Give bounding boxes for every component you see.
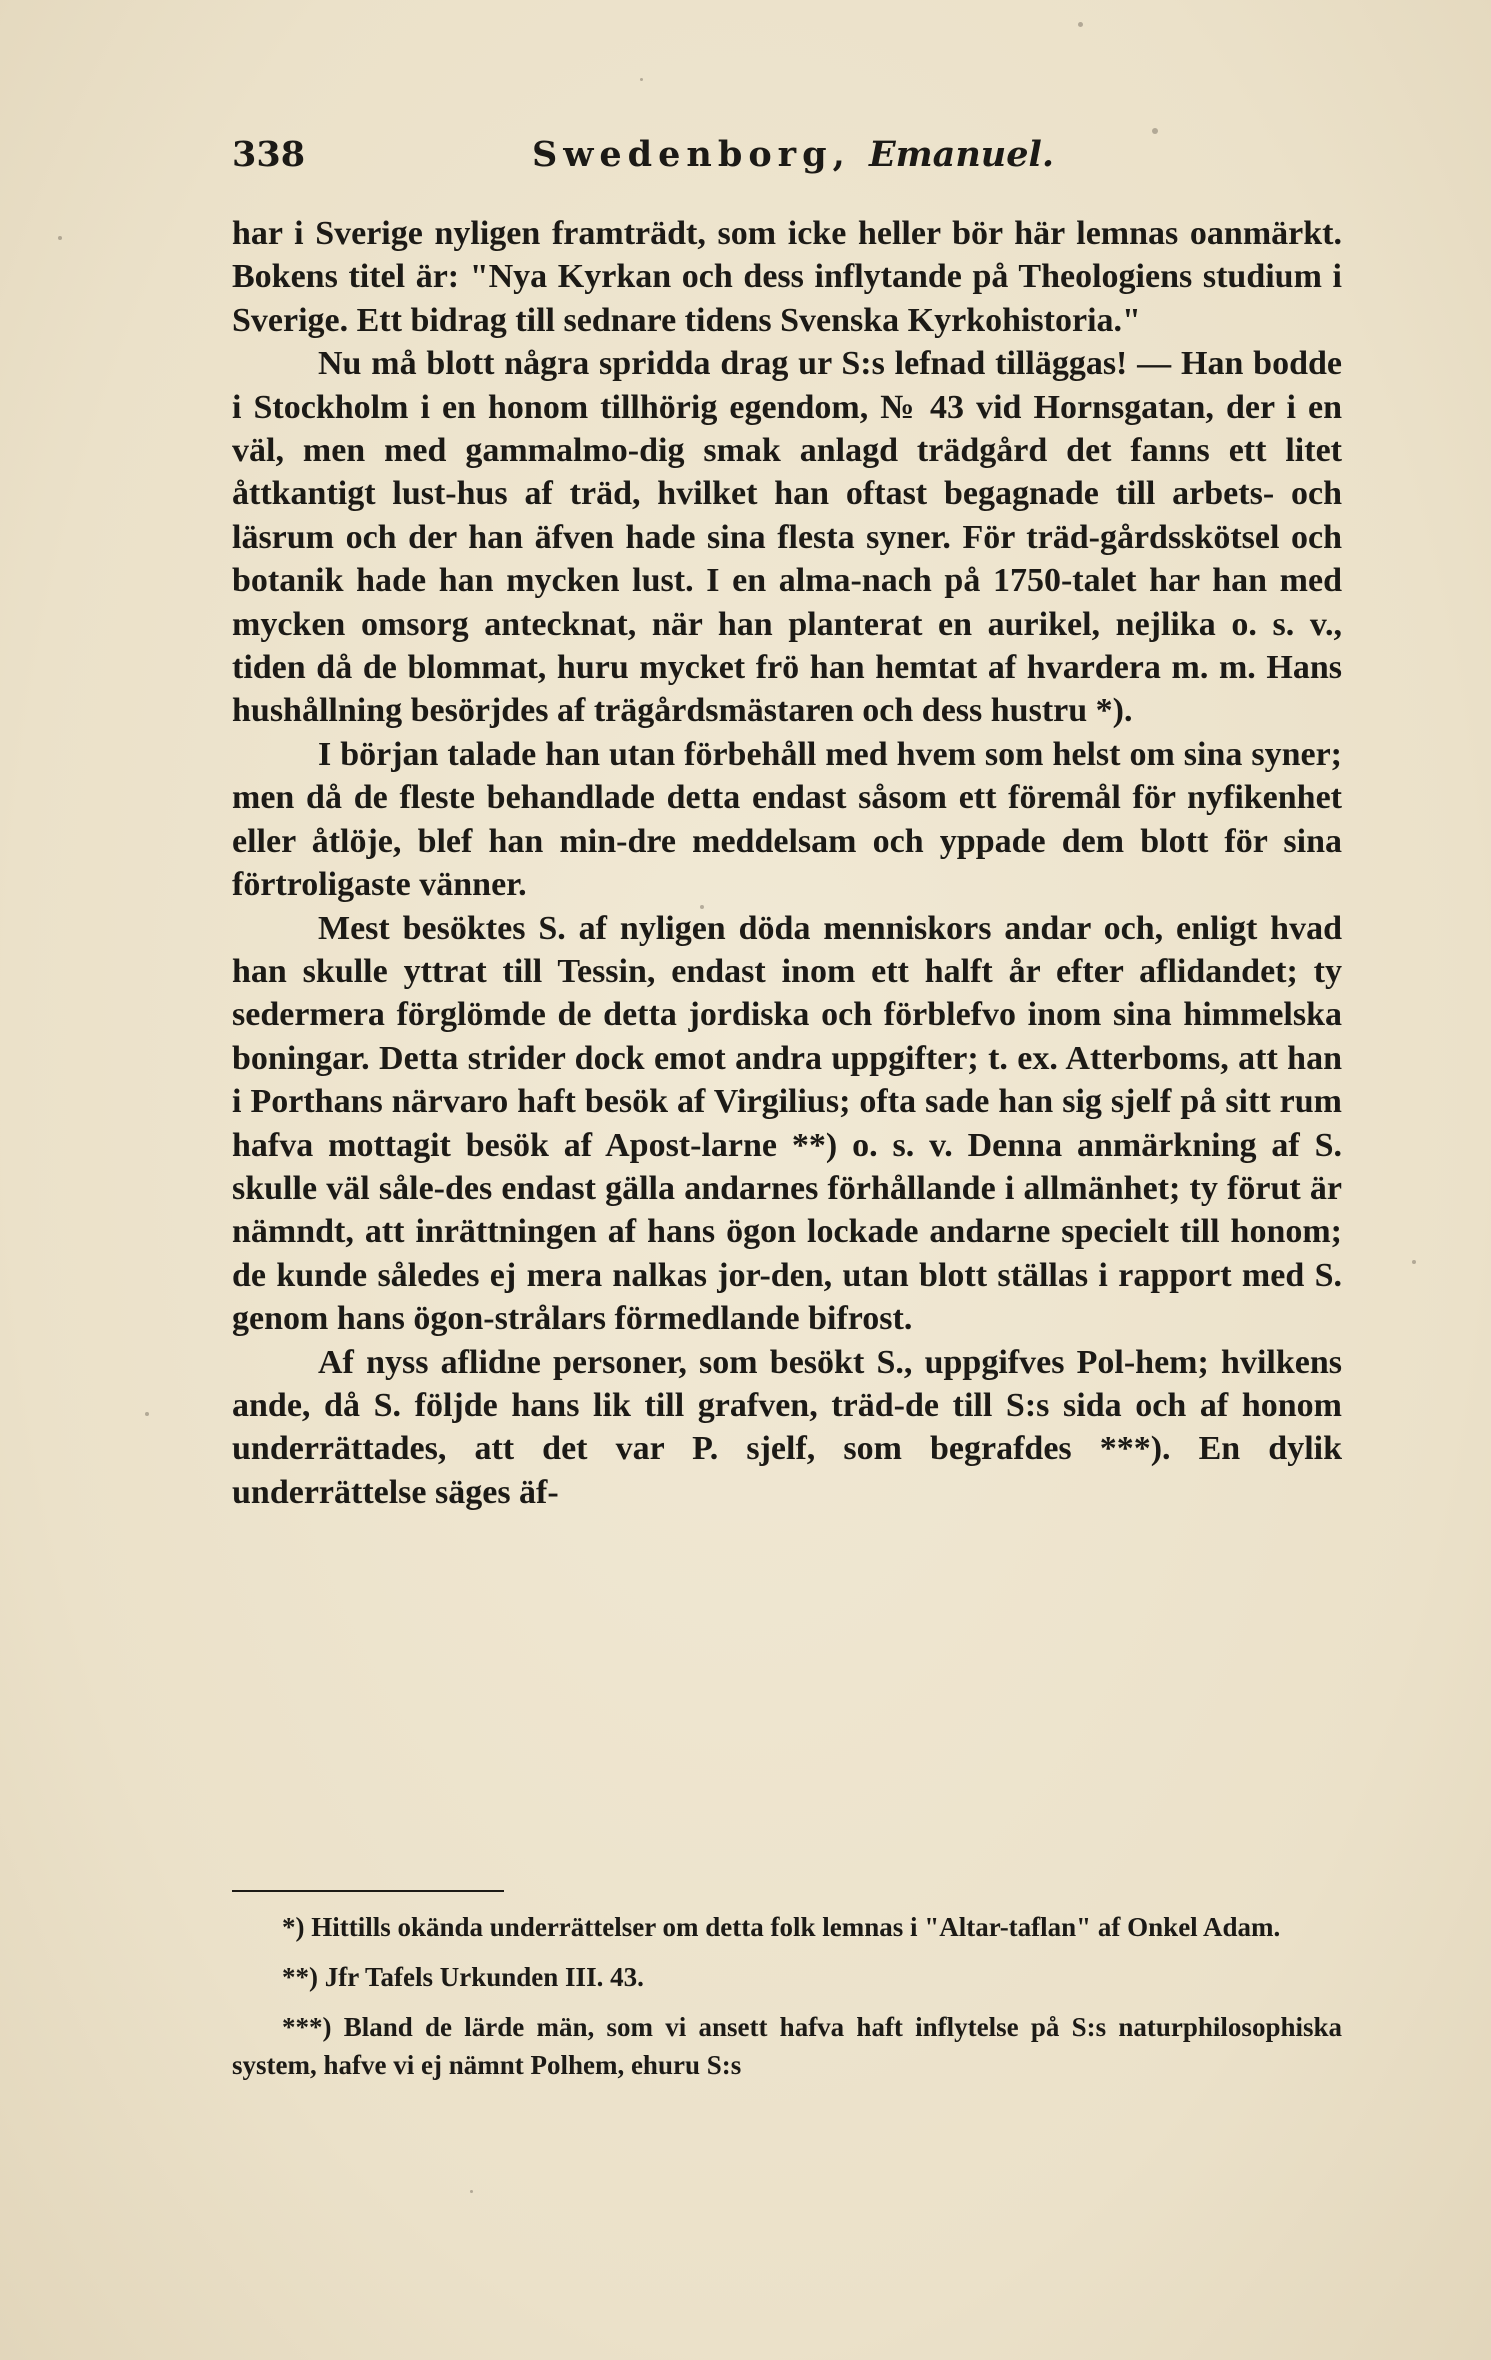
paragraph: har i Sverige nyligen framträdt, som icke heller bör här lemnas oanmärkt. Bokens titel är: "Nya Kyrkan och dess inflytande på Theologiens studium i Sverige. Ett bidrag till sednare tidens Svenska Kyrkohistoria." [232, 215, 1342, 339]
footnote: ***) Bland de lärde män, som vi ansett hafva haft inflytelse på S:s naturphilosophiska system, hafve vi ej nämnt Polhem, ehuru S:s [232, 2012, 1342, 2080]
paragraph: Mest besöktes S. af nyligen döda menniskors andar och, enligt hvad han skulle yttrat till Tessin, endast inom ett halft år efter aflidandet; ty sedermera förglömde de detta jordiska och förblefvo inom sina himmelska boningar. Detta strider dock emot andra uppgifter; t. ex. Atterboms, att han i Porthans närvaro haft besök af Virgilius; ofta sade han sig sjelf på sitt rum hafva mottagit besök af Apost-larne **) o. s. v. Denna anmärkning af S. skulle väl såle-des endast gälla andarnes förhållande i allmänhet; ty förut är nämndt, att inrättningen af hans ögon lockade andarne specielt till honom; de kunde således ej mera nalkas jor-den, utan blott ställas i rapport med S. genom hans ögon-strålars förmedlande bifrost. [232, 909, 1342, 1338]
footnote: **) Jfr Tafels Urkunden III. 43. [282, 1962, 644, 1992]
paper-speck [1078, 22, 1083, 27]
paragraph: Nu må blott några spridda drag ur S:s lefnad tilläggas! — Han bodde i Stockholm i en honom tillhörig egendom, № 43 vid Hornsgatan, der i en väl, men med gammalmo-dig smak anlagd trädgård det fanns ett litet åttkantigt lust-hus af träd, hvilket han oftast begagnade till arbets- och läsrum och der han äfven hade sina flesta syner. För träd-gårdsskötsel och botanik hade han mycken lust. I en alma-nach på 1750-talet har han med mycken omsorg antecknat, när han planterat en aurikel, nejlika o. s. v., tiden då de blommat, huru mycket frö han hemtat af hvardera m. m. Hans hushållning besörjdes af trägårdsmästaren och dess hustru *). [232, 345, 1342, 730]
paragraph: I början talade han utan förbehåll med hvem som helst om sina syner; men då de fleste behandlade detta endast såsom ett föremål för nyfikenhet eller åtlöje, blef han min-dre meddelsam och yppade dem blott för sina förtroligaste vänner. [232, 735, 1342, 904]
page-number: 338 [232, 134, 306, 175]
paper-speck [1412, 1260, 1416, 1264]
running-title-name: Swedenborg, [532, 134, 851, 175]
footnote: *) Hittills okända underrättelser om detta folk lemnas i "Altar-taflan" af Onkel Adam. [282, 1912, 1281, 1942]
page-header [232, 134, 1342, 184]
paper-speck [58, 236, 62, 240]
paper-speck [470, 2190, 473, 2193]
paper-speck [700, 905, 704, 909]
paper-speck [1152, 128, 1158, 134]
footnote-divider [232, 1890, 504, 1892]
footnotes [232, 1908, 1342, 2096]
paper-speck [640, 78, 643, 81]
paragraph: Af nyss aflidne personer, som besökt S., uppgifves Pol-hem; hvilkens ande, då S. följde hans lik till grafven, träd-de till S:s sida och af honom underrättades, att det var P. sjelf, som begrafdes ***). En dylik underrättelse säges äf- [232, 1343, 1342, 1511]
main-text [232, 212, 1342, 1514]
running-title-forename: Emanuel. [868, 134, 1055, 175]
paper-speck [145, 1412, 149, 1416]
running-title [532, 134, 1054, 175]
